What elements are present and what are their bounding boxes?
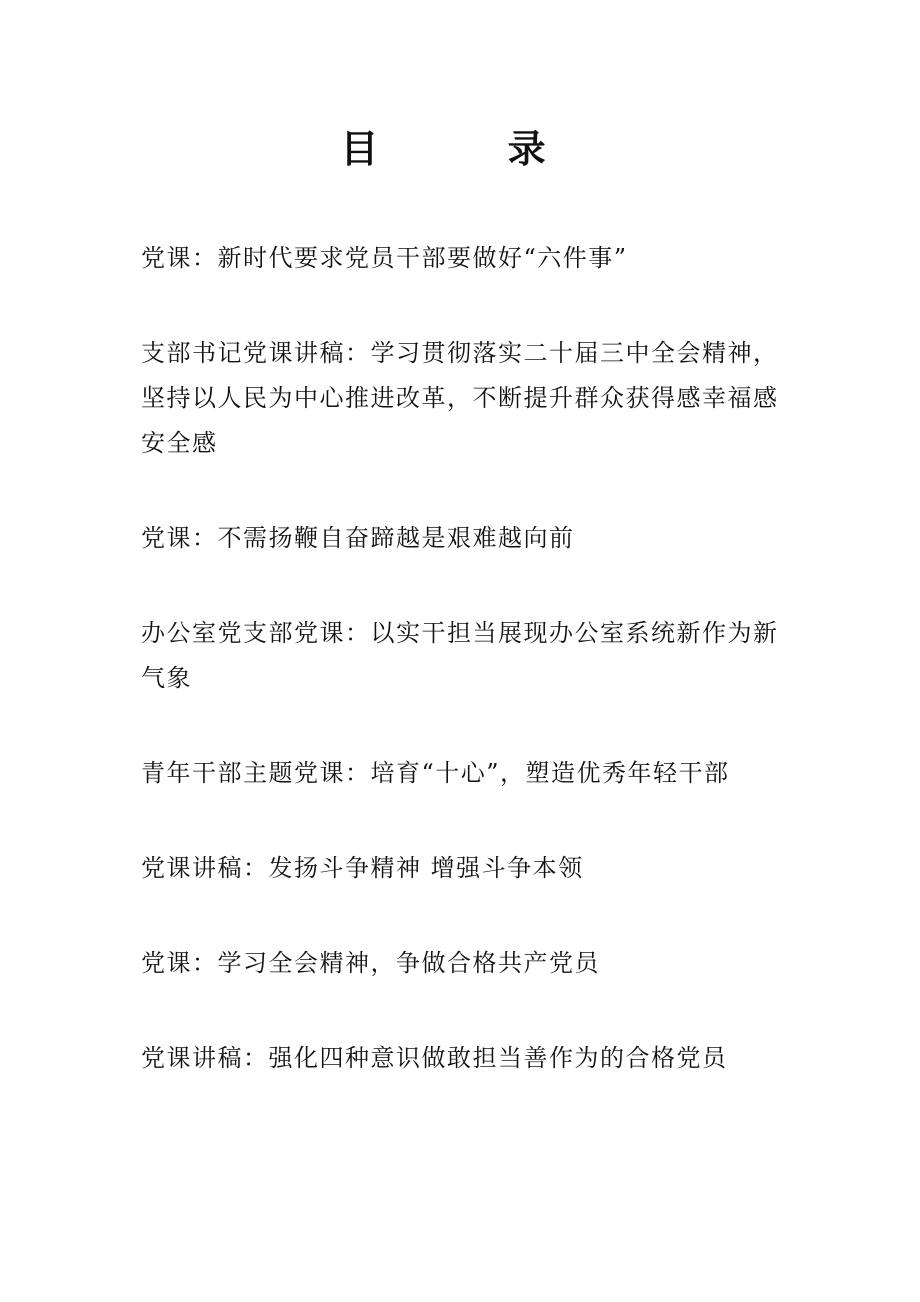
page-title: 目 录 <box>340 127 604 171</box>
table-of-contents <box>141 236 791 1131</box>
toc-item[interactable]: 青年干部主题党课：培育“十心”，塑造优秀年轻干部 <box>141 759 730 787</box>
toc-item[interactable]: 党课讲稿：发扬斗争精神 增强斗争本领 <box>141 854 584 882</box>
toc-item[interactable]: 党课：学习全会精神，争做合格共产党员 <box>141 949 600 977</box>
toc-item[interactable]: 办公室党支部党课：以实干担当展现办公室系统新作为新气象 <box>141 619 779 692</box>
toc-item[interactable]: 党课讲稿：强化四种意识做敢担当善作为的合格党员 <box>141 1044 728 1072</box>
toc-item[interactable]: 党课：不需扬鞭自奋蹄越是艰难越向前 <box>141 524 575 552</box>
toc-item[interactable]: 支部书记党课讲稿：学习贯彻落实二十届三中全会精神，坚持以人民为中心推进改革，不断提升群众获得感幸福感安全感 <box>141 339 779 457</box>
toc-item[interactable]: 党课：新时代要求党员干部要做好“六件事” <box>141 244 628 272</box>
